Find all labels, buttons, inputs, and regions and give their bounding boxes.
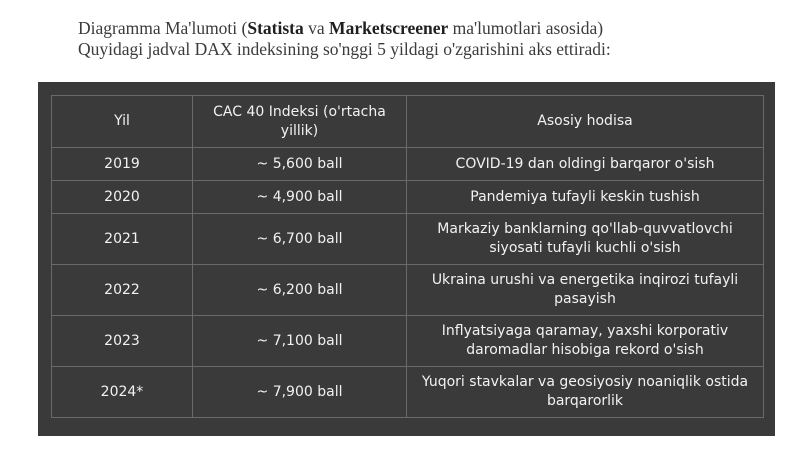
source-statista: Statista — [247, 18, 304, 38]
source-line — [78, 18, 778, 39]
table-header-row — [52, 96, 764, 148]
source-prefix: Diagramma Ma'lumoti ( — [78, 18, 248, 38]
source-suffix: ma'lumotlari asosida) — [448, 18, 604, 38]
column-header-year: Yil — [52, 96, 193, 148]
cell-year: 2021 — [52, 214, 193, 265]
cell-year: 2022 — [52, 265, 193, 316]
cell-index: ~ 4,900 ball — [193, 181, 407, 214]
cell-year: 2023 — [52, 316, 193, 367]
cell-event: Pandemiya tufayli keskin tushish — [407, 181, 764, 214]
cell-index: ~ 5,600 ball — [193, 148, 407, 181]
cell-event: Yuqori stavkalar va geosiyosiy noaniqlik ostida barqarorlik — [407, 367, 764, 418]
cell-index: ~ 6,700 ball — [193, 214, 407, 265]
cell-event: Inflyatsiyaga qaramay, yaxshi korporativ daromadlar hisobiga rekord o'sish — [407, 316, 764, 367]
cell-index: ~ 7,100 ball — [193, 316, 407, 367]
cell-event: COVID-19 dan oldingi barqaror o'sish — [407, 148, 764, 181]
cell-event: Ukraina urushi va energetika inqirozi tufayli pasayish — [407, 265, 764, 316]
intro-text — [78, 18, 778, 60]
table-description: Quyidagi jadval DAX indeksining so'nggi 5 yildagi o'zgarishini aks ettiradi: — [78, 39, 611, 59]
column-header-index: CAC 40 Indeksi (o'rtacha yillik) — [193, 96, 407, 148]
cell-event: Markaziy banklarning qo'llab-quvvatlovchi siyosati tufayli kuchli o'sish — [407, 214, 764, 265]
table-row — [52, 316, 764, 367]
cac40-table — [51, 95, 764, 418]
table-row — [52, 181, 764, 214]
source-marketscreener: Marketscreener — [329, 18, 449, 38]
data-table-panel — [38, 82, 775, 436]
column-header-event: Asosiy hodisa — [407, 96, 764, 148]
cell-year: 2019 — [52, 148, 193, 181]
cell-index: ~ 6,200 ball — [193, 265, 407, 316]
cell-year: 2020 — [52, 181, 193, 214]
table-row — [52, 367, 764, 418]
cell-index: ~ 7,900 ball — [193, 367, 407, 418]
table-row — [52, 148, 764, 181]
source-conjunction: va — [303, 18, 330, 38]
table-row — [52, 214, 764, 265]
cell-year: 2024* — [52, 367, 193, 418]
table-row — [52, 265, 764, 316]
